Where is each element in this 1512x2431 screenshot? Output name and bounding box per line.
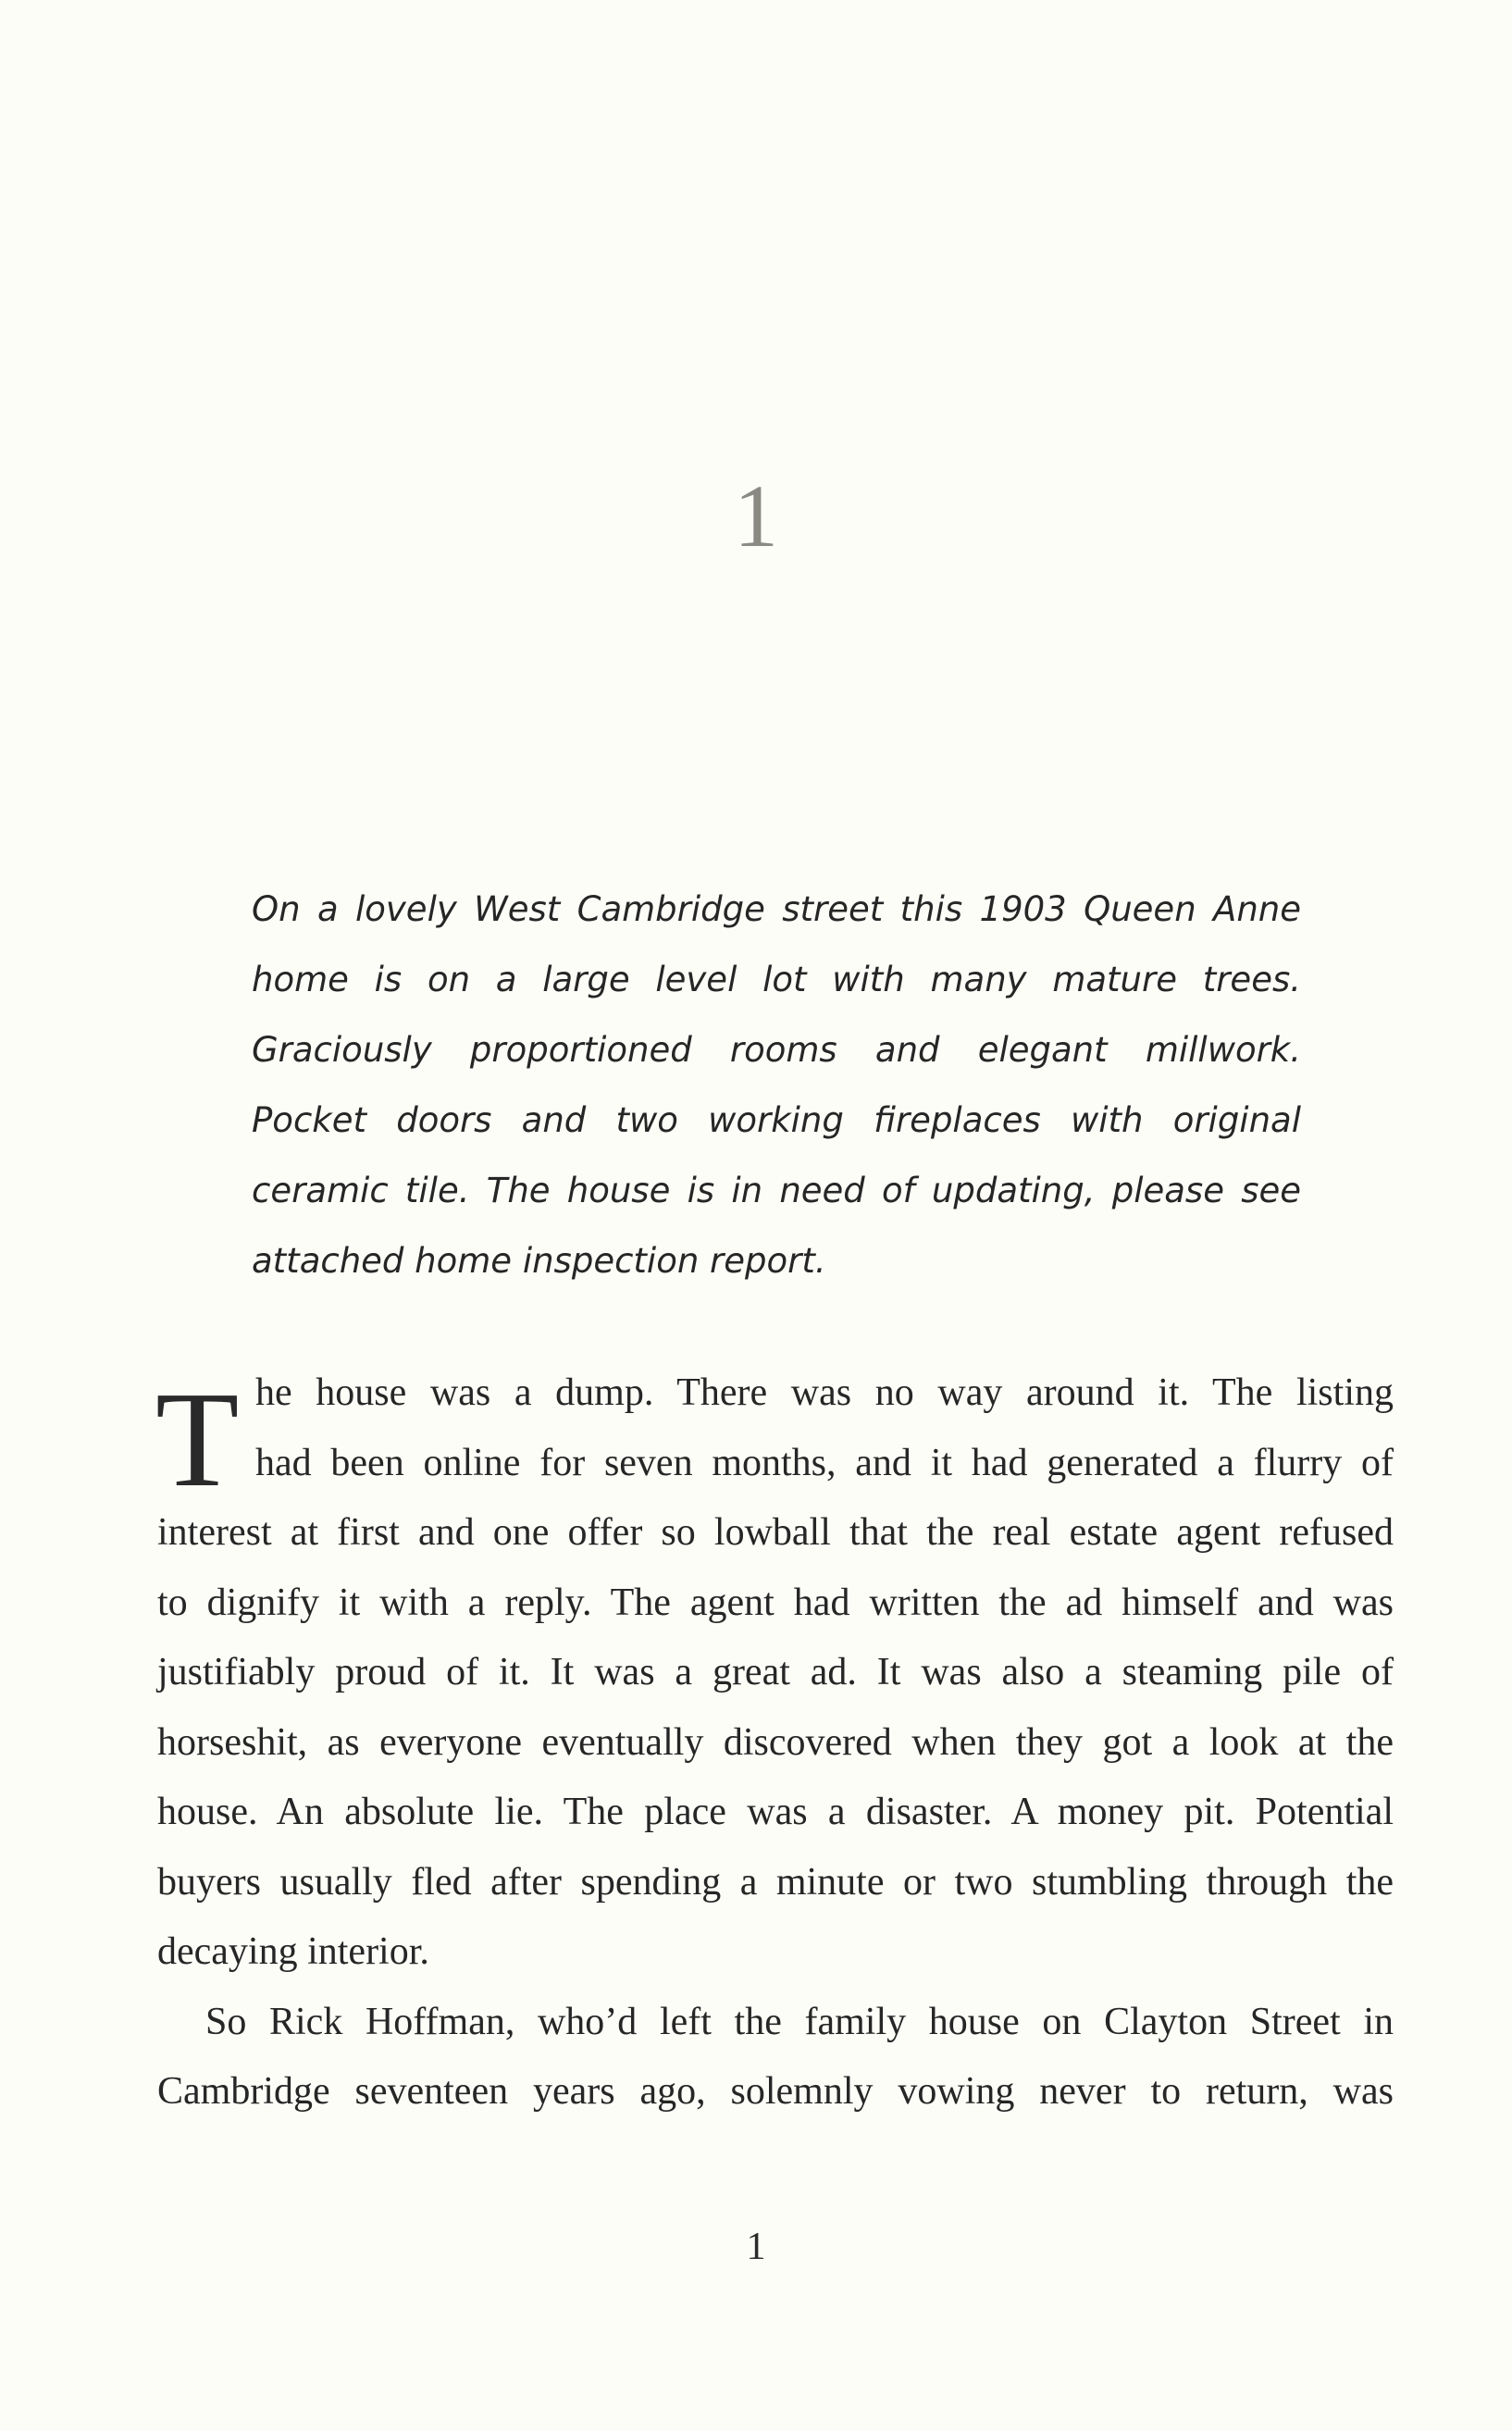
epigraph-line: ceramic tile. The house is in need of updating, please see — [252, 1171, 1301, 1210]
drop-cap: T — [155, 1364, 240, 1516]
page-number: 1 — [746, 2226, 766, 2268]
body-line: to dignify it with a reply. The agent had written the ad himself and was — [157, 1581, 1394, 1624]
body-line: Cambridge seventeen years ago, solemnly vowing never to return, was — [157, 2070, 1394, 2113]
body-line: justifiably proud of it. It was a great ad. It was also a steaming pile of — [157, 1651, 1394, 1693]
chapter-number: 1 — [734, 466, 778, 565]
epigraph-line: attached home inspection report. — [252, 1241, 826, 1281]
body-line: decaying interior. — [157, 1930, 429, 1973]
body-text — [157, 1358, 1394, 2127]
epigraph-line: home is on a large level lot with many mature trees. — [252, 960, 1301, 999]
epigraph-line: On a lovely West Cambridge street this 1903 Queen Anne — [252, 889, 1301, 929]
epigraph-line: Pocket doors and two working fireplaces with original — [252, 1100, 1301, 1140]
epigraph-line: Graciously proportioned rooms and elegant millwork. — [252, 1030, 1301, 1070]
body-line: buyers usually fled after spending a minute or two stumbling through the — [157, 1860, 1394, 1904]
body-line: So Rick Hoffman, who’d left the family house on Clayton Street in — [205, 2000, 1394, 2043]
body-line: he house was a dump. There was no way around it. The listing — [255, 1371, 1394, 1414]
epigraph-listing — [252, 874, 1301, 1296]
body-line: had been online for seven months, and it had generated a flurry of — [255, 1441, 1394, 1484]
body-line: horseshit, as everyone eventually discovered when they got a look at the — [157, 1720, 1394, 1764]
body-line: house. An absolute lie. The place was a disaster. A money pit. Potential — [157, 1791, 1394, 1833]
body-line: interest at first and one offer so lowball that the real estate agent refused — [157, 1511, 1394, 1554]
